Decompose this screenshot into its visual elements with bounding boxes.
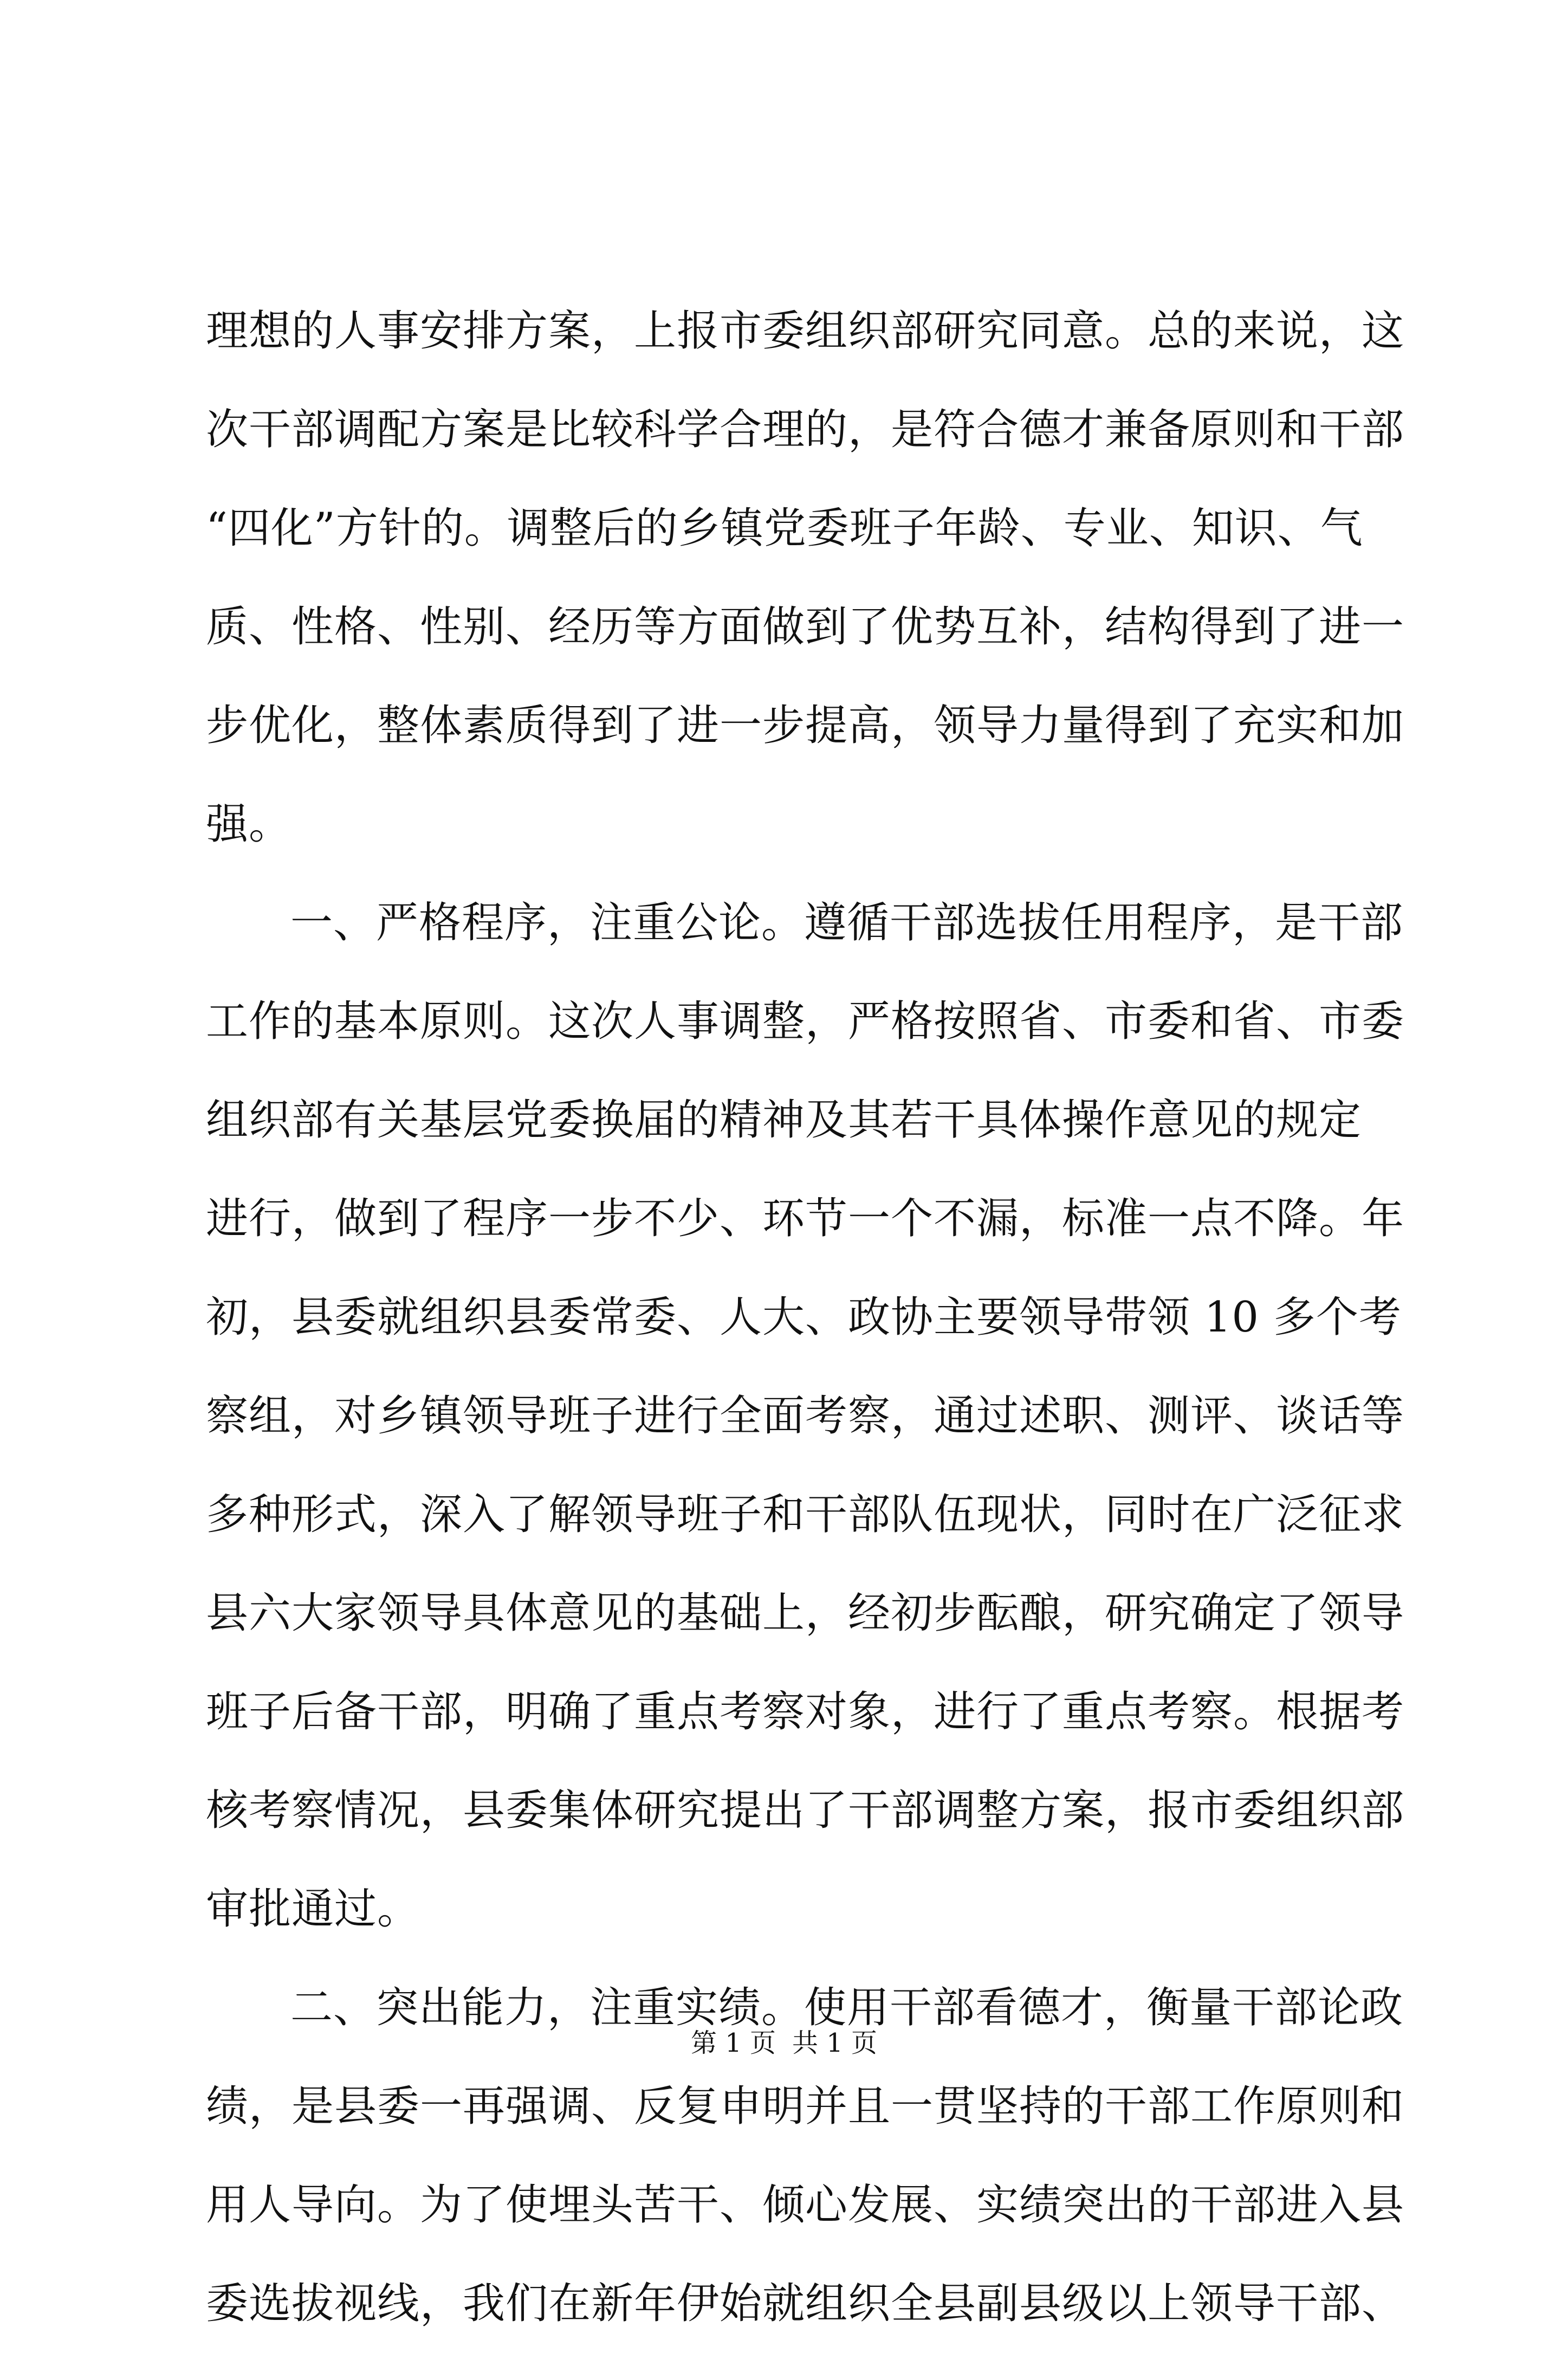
text-line: 工作的基本原则。这次人事调整，严格按照省、市委和省、市委 bbox=[206, 997, 1405, 1046]
text-line: 组织部有关基层党委换届的精神及其若干具体操作意见的规定 bbox=[206, 1096, 1362, 1145]
text-line: 县六大家领导具体意见的基础上，经初步酝酿，研究确定了领导 bbox=[206, 1589, 1405, 1638]
text-line: 初，县委就组织县委常委、人大、政协主要领导带领 10 多个考 bbox=[206, 1293, 1402, 1342]
text-line: 审批通过。 bbox=[206, 1885, 420, 1934]
page-number: 第 1 页 bbox=[690, 2028, 776, 2058]
text-line: 多种形式，深入了解领导班子和干部队伍现状，同时在广泛征求 bbox=[206, 1490, 1405, 1539]
text-line: 绩，是县委一再强调、反复申明并且一贯坚持的干部工作原则和 bbox=[206, 2082, 1405, 2131]
text-line: “四化”方针的。调整后的乡镇党委班子年龄、专业、知识、气 bbox=[206, 504, 1363, 553]
text-line: 委选拔视线，我们在新年伊始就组织全县副县级以上领导干部、 bbox=[206, 2279, 1405, 2328]
text-line: 质、性格、性别、经历等方面做到了优势互补，结构得到了进一 bbox=[206, 603, 1405, 651]
text-line: 察组，对乡镇领导班子进行全面考察，通过述职、测评、谈话等 bbox=[206, 1392, 1405, 1440]
text-line: 用人导向。为了使埋头苦干、倾心发展、实绩突出的干部进入县 bbox=[206, 2181, 1405, 2229]
text-line: 进行，做到了程序一步不少、环节一个不漏，标准一点不降。年 bbox=[206, 1194, 1405, 1243]
text-line: 强。 bbox=[206, 800, 292, 849]
section-heading-line: 一、严格程序，注重公论。遵循干部选拔任用程序，是干部 bbox=[290, 898, 1404, 947]
page-footer bbox=[0, 2021, 1568, 2065]
section-heading-line: 二、突出能力，注重实绩。使用干部看德才，衡量干部论政 bbox=[290, 1983, 1404, 2032]
text-line: 次干部调配方案是比较科学合理的，是符合德才兼备原则和干部 bbox=[206, 405, 1405, 454]
page-total: 共 1 页 bbox=[792, 2028, 878, 2058]
text-line: 步优化，整体素质得到了进一步提高，领导力量得到了充实和加 bbox=[206, 701, 1405, 750]
text-line: 核考察情况，县委集体研究提出了干部调整方案，报市委组织部 bbox=[206, 1786, 1405, 1835]
text-line: 班子后备干部，明确了重点考察对象，进行了重点考察。根据考 bbox=[206, 1688, 1405, 1736]
text-line: 理想的人事安排方案，上报市委组织部研究同意。总的来说，这 bbox=[206, 307, 1405, 355]
